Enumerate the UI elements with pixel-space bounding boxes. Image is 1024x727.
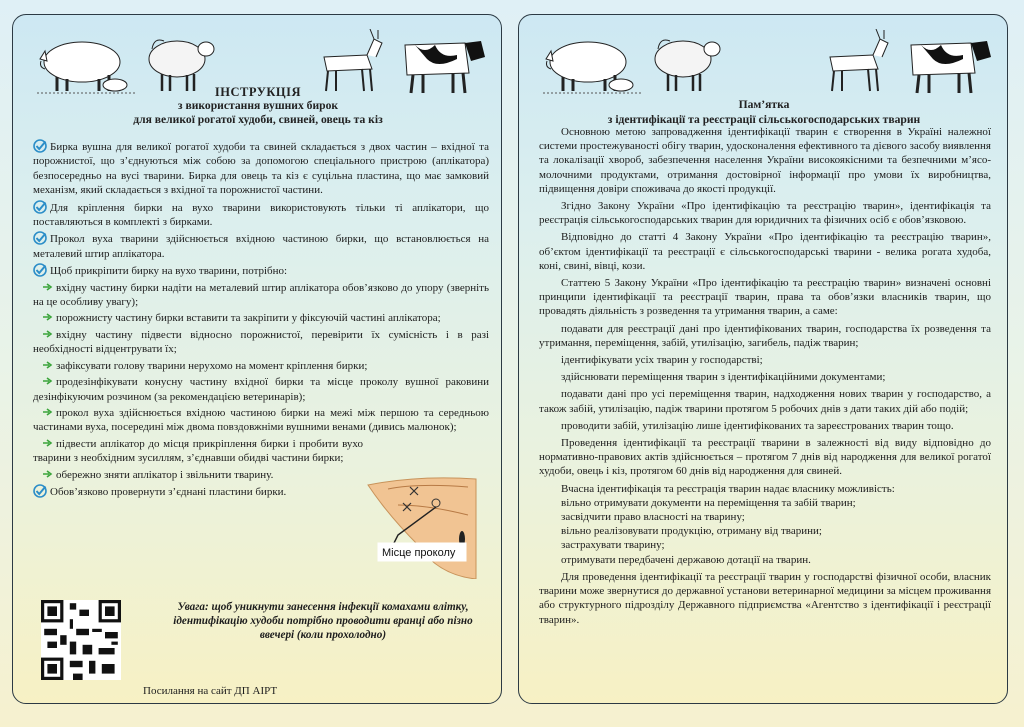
step-item: зафіксувати голову тварини нерухомо на момент кріплення бирки; — [33, 359, 489, 373]
step-item: продезінфікувати конусну частину вхідної бирки та місце проколу вушної раковини дезінфікуючим розчином (за рекомендацією ветеринарів); — [33, 376, 489, 403]
benefit-item: застрахувати тварину; — [561, 539, 665, 552]
check-circle-icon — [33, 263, 47, 277]
benefit-item: вільно реалізовувати продукцію, отриману від тварини; — [561, 525, 822, 538]
benefit-item: засвідчити право власності на тварину; — [561, 511, 745, 524]
site-link-label: Посилання на сайт ДП АІРТ — [143, 685, 278, 697]
step-item: вхідну частину бирки надіти на металевий штир аплікатора обов’язково до упору (зверніть на це особливу увагу); — [33, 281, 489, 309]
ear-puncture-diagram — [358, 475, 478, 579]
arrow-icon — [43, 283, 53, 291]
paragraph: Основною метою запровадження ідентифікації тварин є створення в Україні належної системи простежуваності обігу тварин, удосконалення ефективного та дієвого засобу виявлення та локалізації хвороб, забезпечення населення України високоякісними та безпечними м’ясо-молочними продуктами, отримання достовірної інформації про умови їх виробництва, підвищення довіри споживача до якості продукції. — [539, 126, 991, 195]
memo-panel — [518, 14, 1008, 704]
check-circle-icon — [33, 484, 47, 498]
step-item: обережно зняти аплікатор і звільнити тварину. — [33, 468, 363, 482]
instruction-title: ІНСТРУКЦІЯ з використання вушних бирок для великої рогатої худоби, свиней, овець та кіз — [133, 85, 383, 126]
instruction-body — [33, 139, 489, 501]
paragraph: Проведення ідентифікації та реєстрації тварини в залежності від виду відповідно до нормативно-правових актів здійснюється – протягом 7 днів від народження для великої рогатої худоби, овець і кіз, протягом 60 днів від народження для свиней. — [539, 437, 991, 478]
cow-icon — [395, 29, 490, 97]
qr-code[interactable] — [41, 600, 121, 680]
list-item: Для кріплення бирки на вухо тварини використовують тільки ті аплікатори, що поставляються в комплекті з бирками. — [33, 201, 489, 229]
arrow-icon — [43, 361, 53, 369]
warning-note: Увага: щоб уникнути занесення інфекції комахами влітку, ідентифікацію худоби потрібно проводити вранці або пізно ввечері (коли прохолодно) — [173, 601, 473, 641]
paragraph: Статтею 5 Закону України «Про ідентифікацію та реєстрацію тварин» визначені основні принципи ідентифікації та реєстрації тварин, права та обов’язки власників тварин, що провадять діяльність з розведення та утримання тварин, а саме: — [539, 277, 991, 318]
list-item: Бирка вушна для великої рогатої худоби та свиней складається з двох частин – вхідної та порожнистої, що з’єднуються між собою за допомогою спеціального пристрою (аплікатора) безпосередньо на вусі тварини. Бирка для овець та кіз є суцільна пластина, що має замковий механізм, який складається з вхідної та порожнистої частини. — [33, 141, 489, 197]
list-item: Щоб прикріпити бирку на вухо тварини, потрібно: — [33, 263, 489, 278]
benefit-item: отримувати передбачені державою дотації на тварин. — [561, 553, 811, 566]
instruction-panel — [12, 14, 502, 704]
benefit-item: вільно отримувати документи на переміщення та забій тварин; — [561, 496, 856, 509]
check-circle-icon — [33, 200, 47, 214]
arrow-icon — [43, 313, 53, 321]
cow-icon — [901, 29, 996, 97]
ear-label: Місце проколу — [382, 547, 456, 559]
step-item: підвести аплікатор до місця прикріплення бирки і пробити вухо тварини з необхідним зусиллям, з’єднавши обидві частини бирки; — [33, 437, 363, 465]
step-item: вхідну частину підвести відносно порожнистої, перевірити їх сумісність і в разі необхідності відцентрувати їх; — [33, 328, 489, 356]
step-item: порожнисту частину бирки вставити та закріпити у фіксуючій частині аплікатора; — [33, 311, 489, 325]
paragraph: Вчасна ідентифікація та реєстрація тварин надає власнику можливість: — [561, 482, 895, 495]
paragraph: Згідно Закону України «Про ідентифікацію та реєстрацію тварин», ідентифікація та реєстрація сільськогосподарських тварин для юридичних та фізичних осіб є обов’язковою. — [539, 200, 991, 227]
arrow-icon — [43, 377, 53, 385]
memo-title: Пам’ятка з ідентифікації та реєстрації сільськогосподарських тварин — [607, 98, 921, 126]
principle-item: подавати для реєстрації дані про ідентифікованих тварин, господарства їх розведення та утримання, переміщення, забій, утилізацію, загибель, падіж тварин; — [539, 322, 991, 349]
check-circle-icon — [33, 231, 47, 245]
arrow-icon — [43, 439, 53, 447]
check-circle-icon — [33, 139, 47, 153]
step-item: прокол вуха здійснюється вхідною частиною бирки на межі між першою та середньою частинами вуха, посередині між двома повздовжніми вушними венами (дивись малюнок); — [33, 406, 489, 434]
principle-item: подавати дані про усі переміщення тварин, надходження нових тварин у господарство, а також забій, утилізацію, падіж тварини протягом 5 робочих днів з дати таких дій або подій; — [539, 388, 991, 415]
pig-icon — [543, 29, 643, 97]
paragraph: Для проведення ідентифікації та реєстрації тварин у господарстві фізичної особи, власник тварини може звернутися до державної установи ветеринарної медицини за місцем проживання або структурного підрозділу Державного підприємства «Агентство з ідентифікації і реєстрації тварин». — [539, 570, 991, 626]
sheep-icon — [648, 29, 728, 97]
list-item: Прокол вуха тварини здійснюється вхідною частиною бирки, що встановлюється на металевий штир аплікатора. — [33, 233, 489, 260]
paragraph: Відповідно до статті 4 Закону України «Про ідентифікацію та реєстрацію тварин», об’єктом ідентифікації та реєстрації є сільськогосподарські тварини - велика рогата худоба, коні, свині, вівці, кози. — [539, 231, 991, 272]
arrow-icon — [43, 470, 53, 478]
list-item: Обов’язково провернути з’єднані пластини бирки. — [33, 484, 363, 499]
goat-icon — [818, 29, 898, 97]
principle-item: ідентифікувати усіх тварин у господарстві; — [561, 354, 763, 367]
arrow-icon — [43, 408, 53, 416]
arrow-icon — [43, 330, 53, 338]
memo-body — [539, 125, 991, 630]
principle-item: проводити забій, утилізацію лише ідентифікованих та зареєстрованих тварин тощо. — [561, 419, 954, 432]
principle-item: здійснювати переміщення тварин з ідентифікаційними документами; — [561, 371, 886, 384]
